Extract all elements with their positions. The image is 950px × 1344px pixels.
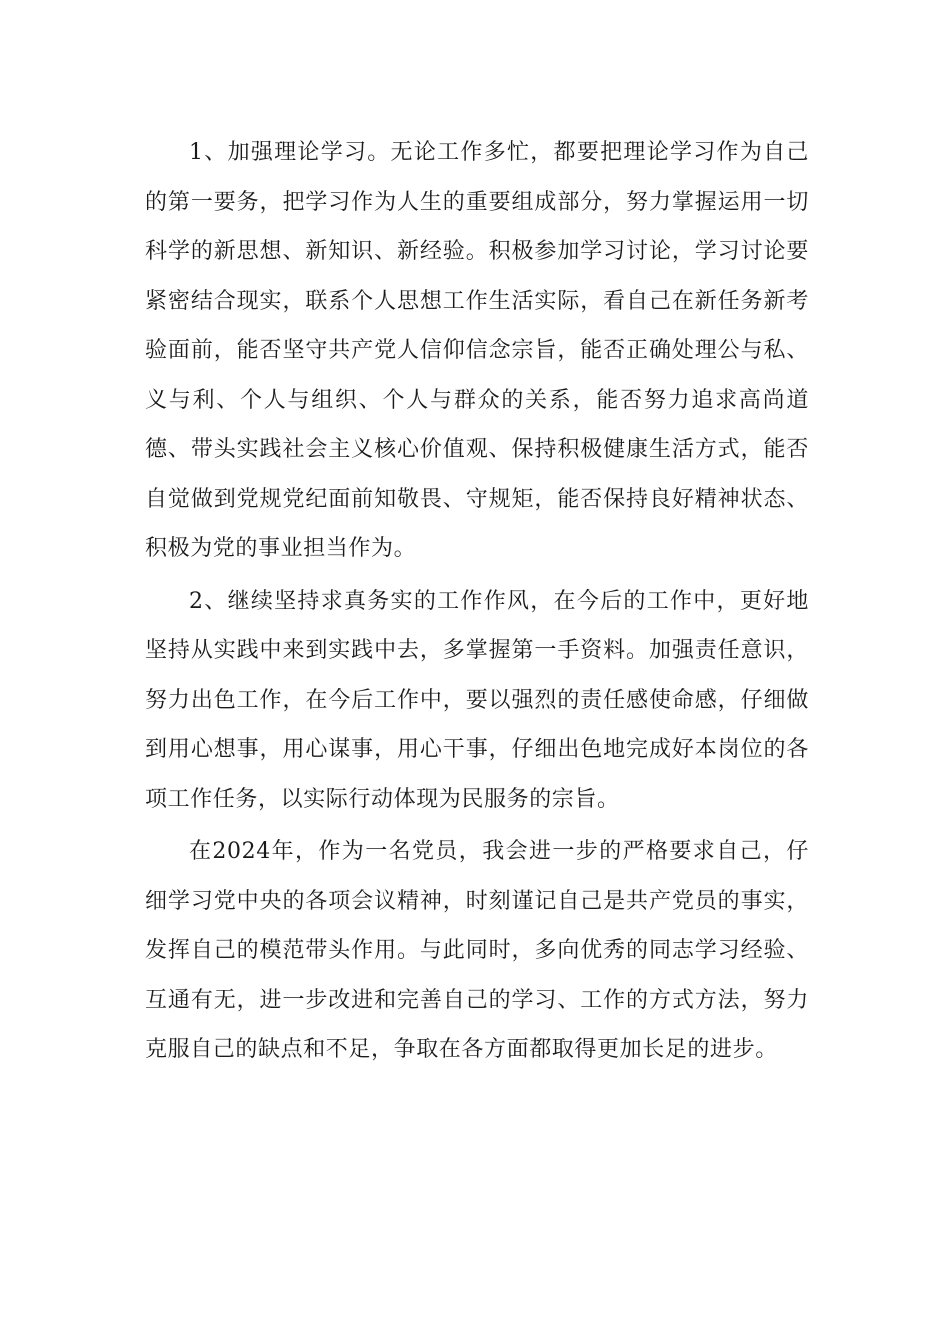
- paragraph-theory-study: 1、加强理论学习。无论工作多忙，都要把理论学习作为自己的第一要务，把学习作为人生的重要组成部分，努力掌握运用一切科学的新思想、新知识、新经验。积极参加学习讨论，学习讨论要紧密结合现实，联系个人思想工作生活实际，看自己在新任务新考验面前，能否坚守共产党人信仰信念宗旨，能否正确处理公与私、义与利、个人与组织、个人与群众的关系，能否努力追求高尚道德、带头实践社会主义核心价值观、保持积极健康生活方式，能否自觉做到党规党纪面前知敬畏、守规矩，能否保持良好精神状态、积极为党的事业担当作为。: [145, 140, 809, 561]
- document-body: [145, 128, 809, 1078]
- paragraph-2024-commitment: 在2024年，作为一名党员，我会进一步的严格要求自己，仔细学习党中央的各项会议精神，时刻谨记自己是共产党员的事实，发挥自己的模范带头作用。与此同时，多向优秀的同志学习经验、互通有无，进一步改进和完善自己的学习、工作的方式方法，努力克服自己的缺点和不足，争取在各方面都取得更加长足的进步。: [145, 839, 809, 1062]
- paragraph-work-style: 2、继续坚持求真务实的工作作风，在今后的工作中，更好地坚持从实践中来到实践中去，多掌握第一手资料。加强责任意识，努力出色工作，在今后工作中，要以强烈的责任感使命感，仔细做到用心想事，用心谋事，用心干事，仔细出色地完成好本岗位的各项工作任务，以实际行动体现为民服务的宗旨。: [145, 588, 809, 812]
